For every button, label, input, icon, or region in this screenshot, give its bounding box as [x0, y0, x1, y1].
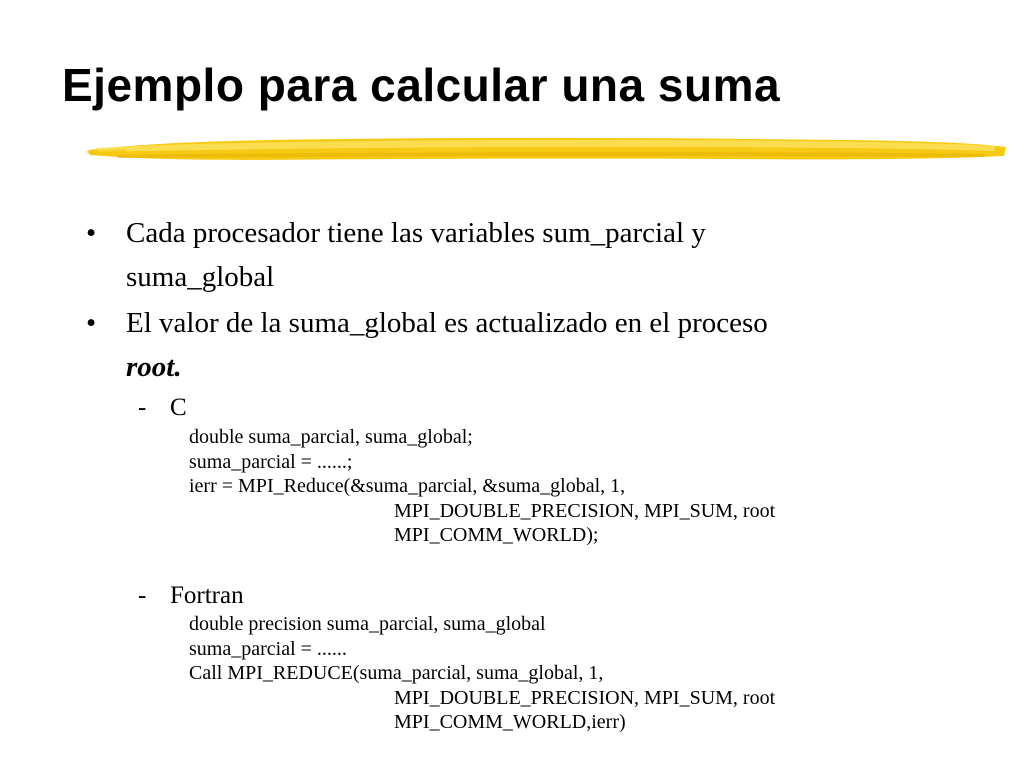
- code-line: suma_parcial = ......;: [189, 451, 353, 473]
- code-line: MPI_COMM_WORLD);: [394, 524, 599, 546]
- code-line: Call MPI_REDUCE(suma_parcial, suma_global, 1,: [189, 662, 604, 684]
- code-line: double suma_parcial, suma_global;: [189, 426, 473, 448]
- sub-item-marker: -: [138, 582, 147, 609]
- bullet-marker: •: [86, 307, 97, 339]
- language-label: C: [170, 394, 187, 421]
- code-line: suma_parcial = ......: [189, 638, 347, 660]
- code-line: MPI_DOUBLE_PRECISION, MPI_SUM, root: [394, 500, 776, 522]
- bullet-text: [126, 211, 706, 299]
- bullet-marker: •: [86, 217, 97, 249]
- slide-title: Ejemplo para calcular una suma: [62, 59, 781, 111]
- bullet-line: Cada procesador tiene las variables sum_parcial y: [126, 217, 706, 249]
- bullet-line: El valor de la suma_global es actualizado en el proceso: [126, 307, 768, 339]
- bullet-text: [126, 301, 768, 389]
- code-line: double precision suma_parcial, suma_global: [189, 613, 546, 635]
- language-label: Fortran: [170, 582, 244, 609]
- code-line: MPI_COMM_WORLD,ierr): [394, 711, 626, 733]
- sub-item-marker: -: [138, 394, 147, 421]
- emphasis-root: root.: [126, 351, 182, 383]
- code-line: ierr = MPI_Reduce(&suma_parcial, &suma_global, 1,: [189, 475, 626, 497]
- code-line: MPI_DOUBLE_PRECISION, MPI_SUM, root: [394, 687, 776, 709]
- bullet-line: suma_global: [126, 261, 275, 293]
- yellow-highlighter-stroke: [86, 128, 1008, 168]
